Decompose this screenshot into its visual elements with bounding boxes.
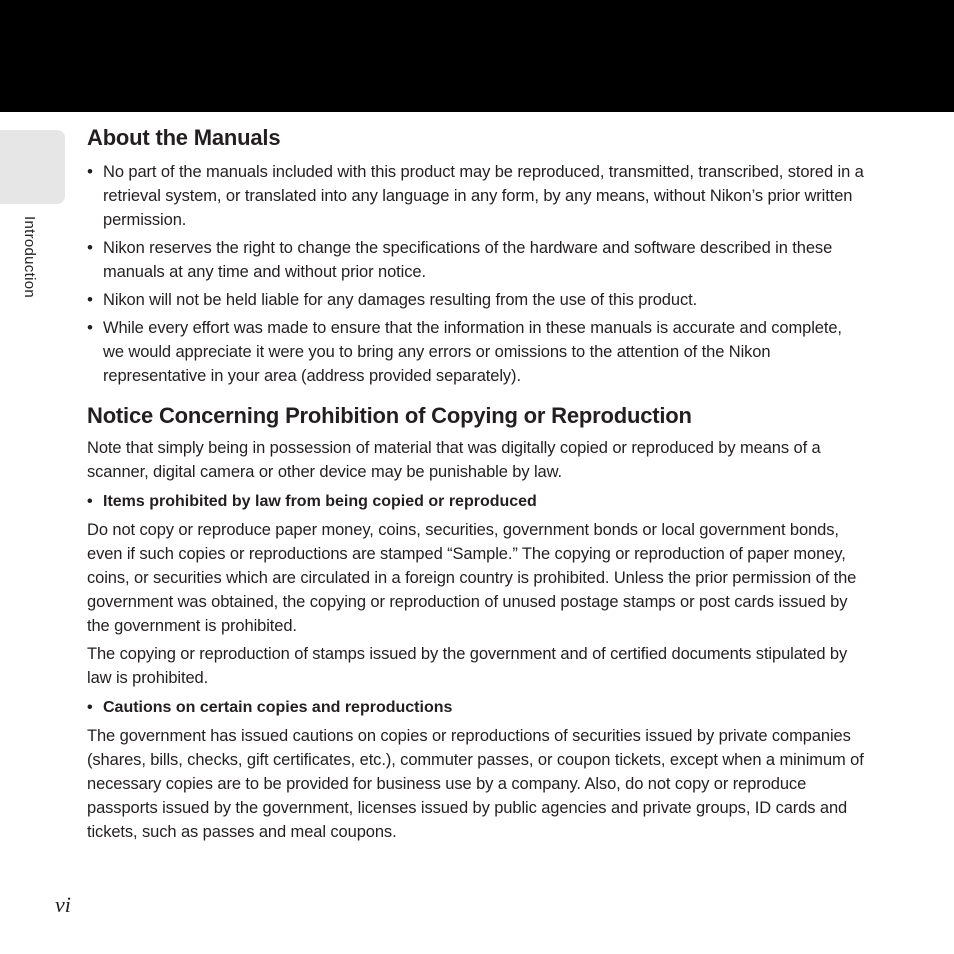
about-bullet: • No part of the manuals included with this product may be reproduced, transmitted, transcribed, stored in a retrieval system, or translated into any language in any form, by any means, without Nikon’s prior written permission. bbox=[87, 160, 867, 232]
section-label: Introduction bbox=[21, 216, 38, 298]
prohibited-items-subheading: • Items prohibited by law from being copied or reproduced bbox=[87, 490, 867, 514]
about-heading: About the Manuals bbox=[87, 125, 281, 150]
about-bullet: • Nikon reserves the right to change the specifications of the hardware and software described in these manuals at any time and without prior notice. bbox=[87, 236, 867, 284]
prohibited-items-paragraph: Do not copy or reproduce paper money, coins, securities, government bonds or local government bonds, even if such copies or reproductions are stamped “Sample.” The copying or reproduction of paper money, coins, or securities which are circulated in a foreign country is prohibited. Unless the prior permission of the government was obtained, the copying or reproduction of unused postage stamps or post cards issued by the government is prohibited. bbox=[87, 521, 857, 635]
cautions-paragraph: The government has issued cautions on copies or reproductions of securities issued by private companies (shares, bills, checks, gift certificates, etc.), commuter passes, or coupon tickets, except when a minimum of necessary copies are to be provided for business use by a company. Also, do not copy or reproduce passports issued by the government, licenses issued by public agencies and private groups, ID cards and tickets, such as passes and meal coupons. bbox=[87, 727, 864, 841]
header-band bbox=[0, 0, 954, 112]
main-content bbox=[87, 124, 867, 848]
notice-heading: Notice Concerning Prohibition of Copying or Reproduction bbox=[87, 403, 692, 428]
cautions-subheading: • Cautions on certain copies and reproductions bbox=[87, 696, 867, 720]
stamps-paragraph: The copying or reproduction of stamps issued by the government and of certified documents stipulated by law is prohibited. bbox=[87, 645, 848, 687]
page-number: vi bbox=[55, 892, 71, 917]
about-bullet: • While every effort was made to ensure that the information in these manuals is accurate and complete, we would appreciate it were you to bring any errors or omissions to the attention of the Nikon representative in your area (address provided separately). bbox=[87, 316, 867, 388]
section-tab bbox=[0, 130, 65, 204]
about-bullet-list bbox=[87, 160, 867, 388]
about-bullet: • Nikon will not be held liable for any damages resulting from the use of this product. bbox=[87, 288, 867, 312]
notice-intro: Note that simply being in possession of material that was digitally copied or reproduced by means of a scanner, digital camera or other device may be punishable by law. bbox=[87, 439, 821, 481]
